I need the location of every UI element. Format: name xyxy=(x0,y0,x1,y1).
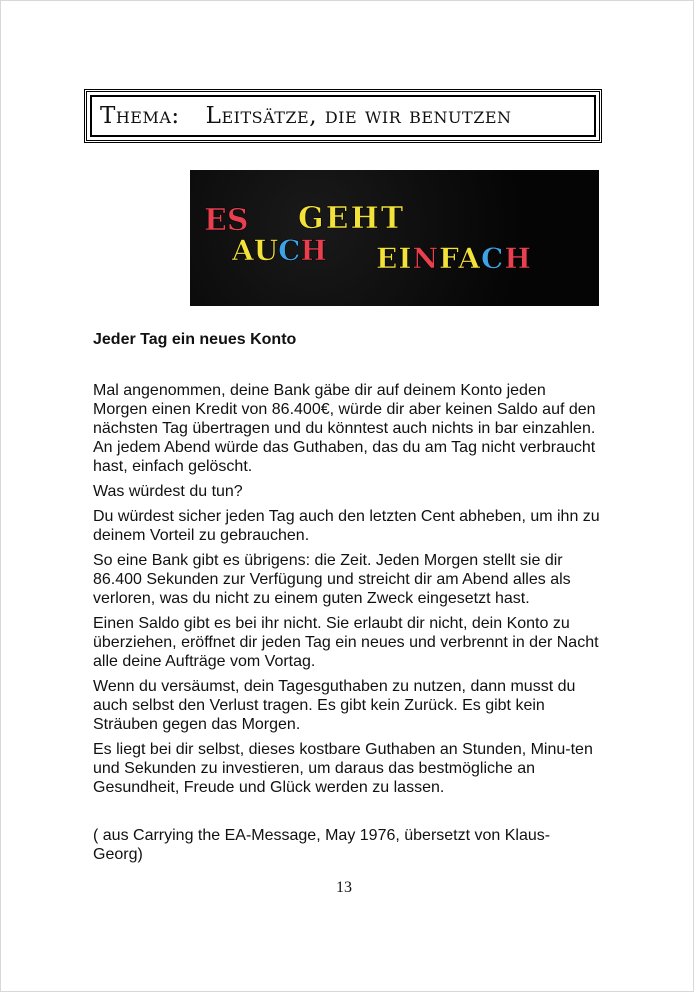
banner-image xyxy=(190,170,599,306)
banner-lettering xyxy=(190,170,599,306)
page-number: 13 xyxy=(336,879,352,896)
title-frame xyxy=(90,95,596,137)
citation: ( aus Carrying the EA-Message, May 1976, übersetzt von Klaus-Georg) xyxy=(93,827,551,863)
title-box xyxy=(84,89,602,143)
banner-word-einfach: EINFACH xyxy=(376,242,532,275)
paragraph-2: Was würdest du tun? xyxy=(93,483,243,500)
banner-word-geht: GEHT xyxy=(298,201,406,236)
banner-word-es: ES xyxy=(204,203,249,238)
banner-line-2 xyxy=(231,234,532,275)
article-heading: Jeder Tag ein neues Konto xyxy=(93,331,297,348)
page-title: Leitsätze, die wir benutzen xyxy=(205,103,512,129)
paragraph-3: Du würdest sicher jeden Tag auch den letzten Cent abheben, um ihn zu deinem Vorteil zu gebrauchen. xyxy=(93,508,600,544)
paragraph-1: Mal angenommen, deine Bank gäbe dir auf deinem Konto jeden Morgen einen Kredit von 86.400€, würde dir aber keinen Saldo auf den nächsten Tag übertragen und du könntest auch nichts in bar einzahlen. An jedem Abend würde das Guthaben, das du am Tag nicht verbraucht hast, einfach gelöscht. xyxy=(93,382,596,475)
paragraph-5: Einen Saldo gibt es bei ihr nicht. Sie erlaubt dir nicht, dein Konto zu überziehen, eröffnet dir jeden Tag ein neues und verbrennt in der Nacht alle deine Aufträge vom Vortag. xyxy=(93,615,599,670)
paragraph-6: Wenn du versäumst, dein Tagesguthaben zu nutzen, dann musst du auch selbst den Verlust tragen. Es gibt kein Zurück. Es gibt kein Sträuben gegen das Morgen. xyxy=(93,678,576,733)
paragraph-7: Es liegt bei dir selbst, dieses kostbare Guthaben an Stunden, Minu-ten und Sekunden zu investieren, um daraus das bestmögliche an Gesundheit, Freude und Glück werden zu lassen. xyxy=(93,741,593,796)
paragraph-4: So eine Bank gibt es übrigens: die Zeit. Jeden Morgen stellt sie dir 86.400 Sekunden zur Verfügung und streicht dir am Abend alles als verloren, was du nicht zu einem guten Zweck eingesetzt hast. xyxy=(93,552,571,607)
banner-word-auch: AUCH xyxy=(232,234,327,267)
article-body xyxy=(93,330,603,803)
title-label: Thema: xyxy=(100,103,180,129)
